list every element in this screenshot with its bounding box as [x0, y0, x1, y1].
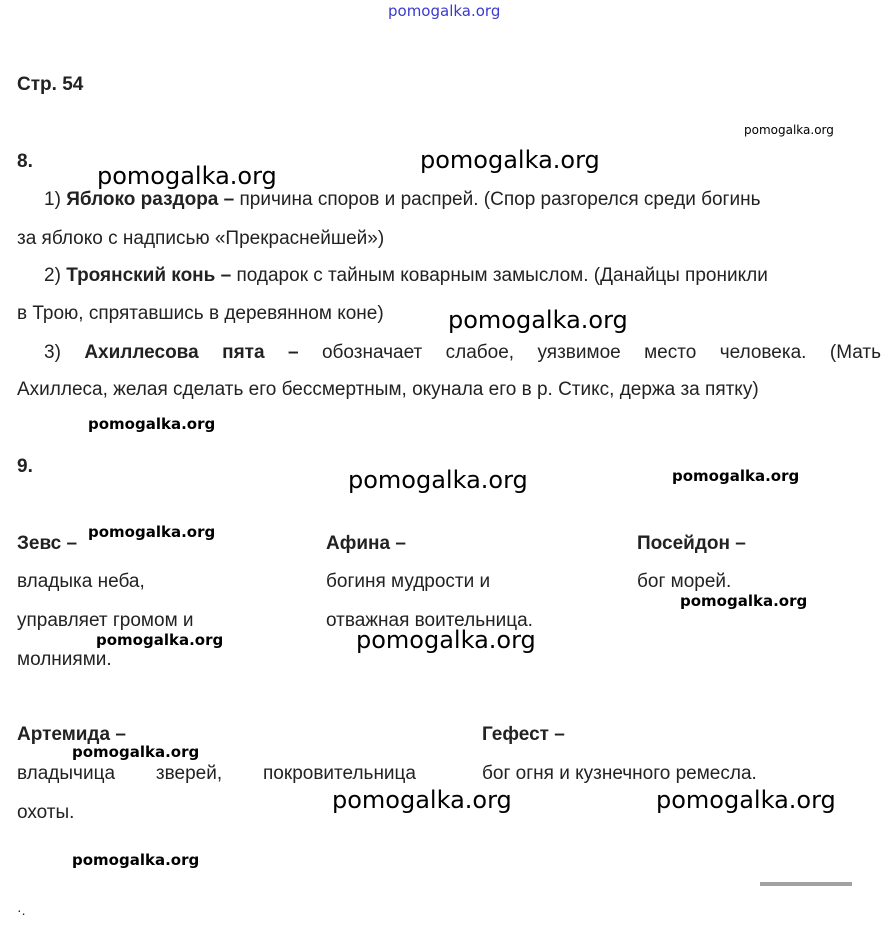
- term-achilles-heel: Ахиллесова пята –: [84, 342, 299, 363]
- task8-item2-line2: в Трою, спрятавшись в деревянном коне): [17, 303, 384, 324]
- page-label: Стр. 54: [17, 74, 84, 95]
- watermark: pomogalka.org: [680, 592, 808, 610]
- god-name-poseidon: Посейдон –: [637, 533, 746, 554]
- term-trojan-horse: Троянский конь –: [66, 265, 232, 286]
- task-number-8: 8.: [17, 151, 33, 172]
- watermark: pomogalka.org: [88, 415, 216, 433]
- watermark: pomogalka.org: [348, 466, 528, 494]
- artemis-desc-line2: охоты.: [17, 802, 75, 823]
- watermark: pomogalka.org: [356, 626, 536, 654]
- watermark: pomogalka.org: [448, 306, 628, 334]
- athena-desc-line2: отважная воительница.: [326, 610, 533, 631]
- watermark: pomogalka.org: [96, 631, 224, 649]
- watermark: pomogalka.org: [656, 786, 836, 814]
- cut-off-text-fragment: [760, 882, 852, 886]
- god-name-hephaestus: Гефест –: [482, 724, 565, 745]
- task8-item3-line2: Ахиллеса, желая сделать его бессмертным, окунала его в р. Стикс, держа за пятку): [17, 379, 759, 400]
- poseidon-desc-line1: бог морей.: [637, 571, 732, 592]
- zeus-desc-line3: молниями.: [17, 649, 112, 670]
- watermark: pomogalka.org: [744, 123, 834, 137]
- watermark-top: pomogalka.org: [388, 2, 501, 20]
- hephaestus-desc-line1: бог огня и кузнечного ремесла.: [482, 763, 757, 784]
- watermark: pomogalka.org: [72, 743, 200, 761]
- god-name-zeus: Зевс –: [17, 533, 78, 554]
- term-apple-of-discord: Яблоко раздора –: [66, 189, 235, 210]
- watermark: pomogalka.org: [72, 851, 200, 869]
- watermark: pomogalka.org: [97, 162, 277, 190]
- footer-mark: ·.: [17, 902, 26, 918]
- task-number-9: 9.: [17, 456, 33, 477]
- watermark: pomogalka.org: [420, 146, 600, 174]
- task8-item3-line1: 3) Ахиллесова пята – обозначает слабое, уязвимое место человека. (Мать: [44, 342, 881, 363]
- artemis-desc-line1: владычица зверей, покровительница: [17, 763, 416, 784]
- watermark: pomogalka.org: [332, 786, 512, 814]
- task8-item2-line1: 2) Троянский конь – подарок с тайным коварным замыслом. (Данайцы проникли: [44, 265, 768, 286]
- athena-desc-line1: богиня мудрости и: [326, 571, 491, 592]
- zeus-desc-line1: владыка неба,: [17, 571, 145, 592]
- god-name-artemis: Артемида –: [17, 724, 126, 745]
- watermark: pomogalka.org: [88, 523, 216, 541]
- task8-item1-line2: за яблоко с надписью «Прекраснейшей»): [17, 228, 385, 249]
- god-name-athena: Афина –: [326, 533, 406, 554]
- zeus-desc-line2: управляет громом и: [17, 610, 194, 631]
- task8-item1-line1: 1) Яблоко раздора – причина споров и распрей. (Спор разгорелся среди богинь: [44, 189, 761, 210]
- watermark: pomogalka.org: [672, 467, 800, 485]
